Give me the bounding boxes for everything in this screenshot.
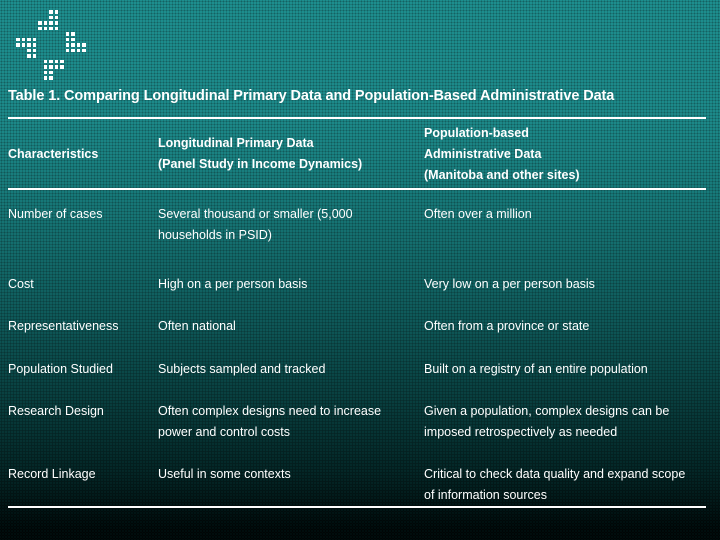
logo-pixel <box>71 49 75 53</box>
logo-pixel <box>49 27 53 31</box>
table-row <box>8 389 706 452</box>
row-characteristic: Research Design <box>8 404 104 418</box>
logo-pixel <box>66 49 70 53</box>
logo-pixel <box>38 21 42 25</box>
column-header-2 <box>158 120 424 188</box>
logo-pixel <box>44 71 48 75</box>
table-header-row <box>8 120 706 190</box>
logo-pixel <box>66 32 70 36</box>
column-header-line: (Panel Study in Income Dynamics) <box>158 157 363 171</box>
logo-pixel <box>55 16 59 20</box>
logo-pixel <box>44 60 48 64</box>
logo-pixel <box>33 38 37 42</box>
logo-pixel <box>16 43 20 47</box>
row-primary-data: Subjects sampled and tracked <box>158 362 326 376</box>
table-row <box>8 304 706 347</box>
logo-pixel <box>55 60 59 64</box>
column-header-line: Longitudinal Primary Data <box>158 136 314 150</box>
logo-pixel <box>44 76 48 80</box>
logo-pixel <box>82 49 86 53</box>
column-header-line: Administrative Data <box>424 146 542 161</box>
column-header-line: (Manitoba and other sites) <box>424 167 580 182</box>
logo-pixel <box>55 27 59 31</box>
column-header-3 <box>424 120 706 188</box>
column-header-1 <box>8 120 158 188</box>
logo-pixel <box>49 10 53 14</box>
logo-pixel <box>44 65 48 69</box>
table-row <box>8 452 706 506</box>
column-header-line: Population-based <box>424 125 529 140</box>
logo-pixel <box>49 60 53 64</box>
table-row <box>8 192 706 262</box>
row-primary-data: High on a per person basis <box>158 277 308 291</box>
logo-pixel <box>77 43 81 47</box>
logo-pixel <box>55 21 59 25</box>
logo-pixel <box>33 43 37 47</box>
row-characteristic: Representativeness <box>8 319 119 333</box>
logo-pixel <box>16 38 20 42</box>
logo-pixel <box>49 71 53 75</box>
logo-pixel <box>66 43 70 47</box>
logo-pixel <box>71 32 75 36</box>
pixel-emblem-logo <box>16 10 88 82</box>
row-characteristic: Cost <box>8 277 34 291</box>
logo-pixel <box>49 76 53 80</box>
logo-pixel <box>49 16 53 20</box>
row-admin-data: Given a population, complex designs can be imposed retrospectively as needed <box>424 404 670 439</box>
logo-pixel <box>55 10 59 14</box>
row-admin-data: Very low on a per person basis <box>424 277 595 291</box>
logo-pixel <box>77 49 81 53</box>
row-primary-data: Often complex designs need to increase power and control costs <box>158 404 382 439</box>
logo-pixel <box>55 65 59 69</box>
logo-pixel <box>71 38 75 42</box>
row-admin-data: Critical to check data quality and expand scope of information sources <box>424 467 686 502</box>
column-header-line: Characteristics <box>8 146 99 161</box>
logo-pixel <box>27 49 31 53</box>
logo-pixel <box>49 21 53 25</box>
logo-pixel <box>27 54 31 58</box>
row-primary-data: Several thousand or smaller (5,000 households in PSID) <box>158 207 353 242</box>
slide-title: Table 1. Comparing Longitudinal Primary Data and Population-Based Administrative Data <box>8 88 615 104</box>
logo-pixel <box>44 21 48 25</box>
logo-pixel <box>27 38 31 42</box>
logo-pixel <box>60 60 64 64</box>
logo-pixel <box>66 38 70 42</box>
row-admin-data: Often from a province or state <box>424 319 590 333</box>
logo-pixel <box>27 43 31 47</box>
logo-pixel <box>60 65 64 69</box>
row-characteristic: Population Studied <box>8 362 113 376</box>
table-row <box>8 262 706 304</box>
table-row <box>8 347 706 389</box>
table-body <box>8 192 706 508</box>
row-characteristic: Number of cases <box>8 207 103 221</box>
row-characteristic: Record Linkage <box>8 467 96 481</box>
logo-pixel <box>22 38 26 42</box>
row-admin-data: Built on a registry of an entire population <box>424 362 648 376</box>
logo-pixel <box>22 43 26 47</box>
logo-pixel <box>38 27 42 31</box>
row-primary-data: Often national <box>158 319 236 333</box>
row-admin-data: Often over a million <box>424 207 532 221</box>
logo-pixel <box>49 65 53 69</box>
logo-pixel <box>33 49 37 53</box>
logo-pixel <box>44 27 48 31</box>
logo-pixel <box>82 43 86 47</box>
logo-pixel <box>33 54 37 58</box>
row-primary-data: Useful in some contexts <box>158 467 291 481</box>
title-rule-divider <box>8 117 706 119</box>
logo-pixel <box>71 43 75 47</box>
